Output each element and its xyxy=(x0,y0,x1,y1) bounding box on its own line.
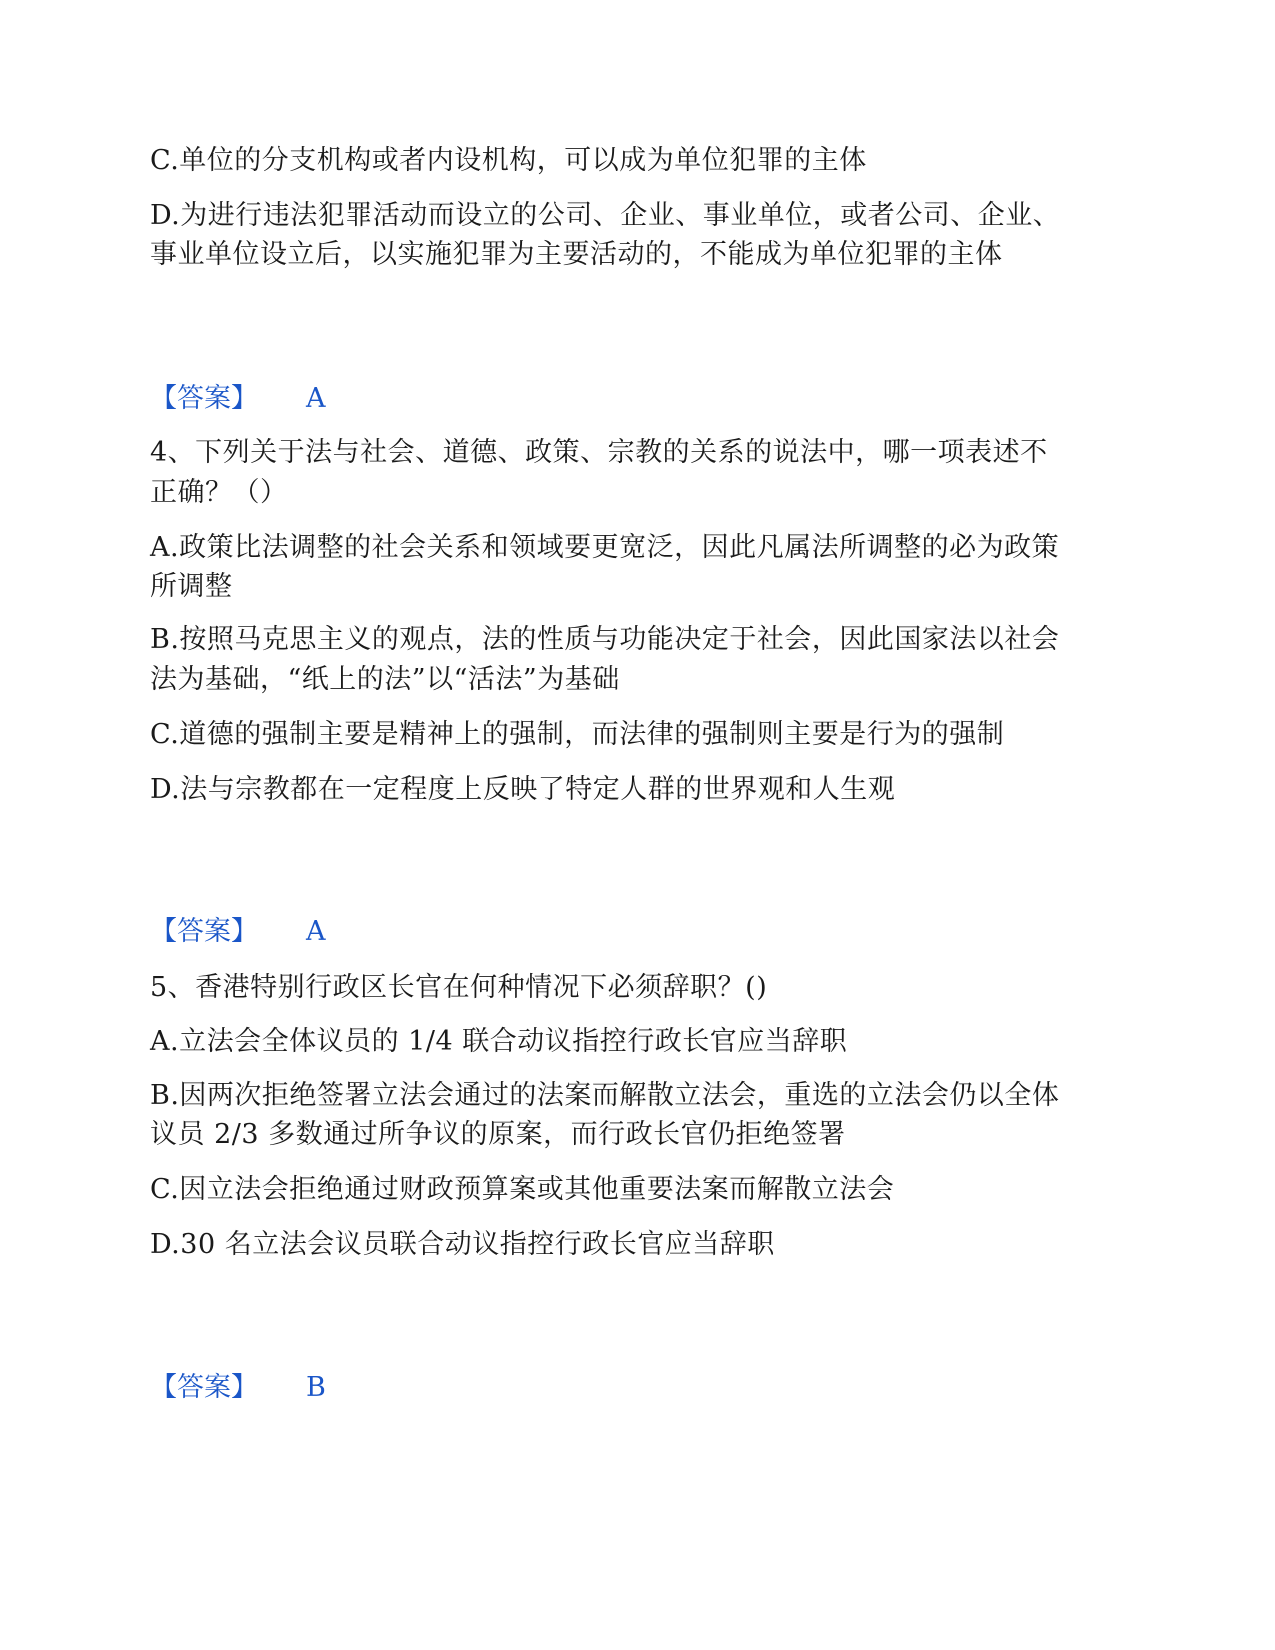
q5-answer-label: 【答案】 xyxy=(150,1372,258,1403)
q3-answer xyxy=(150,379,326,419)
q5-option-d: D.30 名立法会议员联合动议指控行政长官应当辞职 xyxy=(150,1229,775,1260)
q4-option-c: C.道德的强制主要是精神上的强制，而法律的强制则主要是行为的强制 xyxy=(150,719,1005,750)
q4-question-line1: 4、下列关于法与社会、道德、政策、宗教的关系的说法中，哪一项表述不 xyxy=(150,437,1048,468)
q4-answer-label: 【答案】 xyxy=(150,916,258,947)
q5-answer-value: B xyxy=(306,1372,326,1403)
q3-option-c: C.单位的分支机构或者内设机构，可以成为单位犯罪的主体 xyxy=(150,145,867,176)
q5-option-b-line2: 议员 2/3 多数通过所争议的原案，而行政长官仍拒绝签署 xyxy=(150,1119,846,1150)
q5-option-c: C.因立法会拒绝通过财政预算案或其他重要法案而解散立法会 xyxy=(150,1174,895,1205)
q4-option-d: D.法与宗教都在一定程度上反映了特定人群的世界观和人生观 xyxy=(150,774,896,805)
q3-answer-label: 【答案】 xyxy=(150,383,258,414)
q3-answer-value: A xyxy=(306,383,326,414)
q5-option-a: A.立法会全体议员的 1/4 联合动议指控行政长官应当辞职 xyxy=(150,1026,848,1057)
q4-option-a-line2: 所调整 xyxy=(150,571,233,602)
q5-option-b-line1: B.因两次拒绝签署立法会通过的法案而解散立法会，重选的立法会仍以全体 xyxy=(150,1080,1060,1111)
q4-option-a-line1: A.政策比法调整的社会关系和领域要更宽泛，因此凡属法所调整的必为政策 xyxy=(150,532,1060,563)
q4-option-b-line2: 法为基础，“纸上的法”以“活法”为基础 xyxy=(150,664,620,695)
q5-answer xyxy=(150,1368,326,1408)
q4-option-b-line1: B.按照马克思主义的观点，法的性质与功能决定于社会，因此国家法以社会 xyxy=(150,624,1060,655)
q4-answer-value: A xyxy=(306,916,326,947)
q4-answer xyxy=(150,912,326,952)
q3-option-d-line2: 事业单位设立后，以实施犯罪为主要活动的，不能成为单位犯罪的主体 xyxy=(150,239,1003,270)
q3-option-d-line1: D.为进行违法犯罪活动而设立的公司、企业、事业单位，或者公司、企业、 xyxy=(150,200,1061,231)
q4-question-line2: 正确？（） xyxy=(150,477,288,508)
q5-question: 5、香港特别行政区长官在何种情况下必须辞职？() xyxy=(150,972,768,1003)
